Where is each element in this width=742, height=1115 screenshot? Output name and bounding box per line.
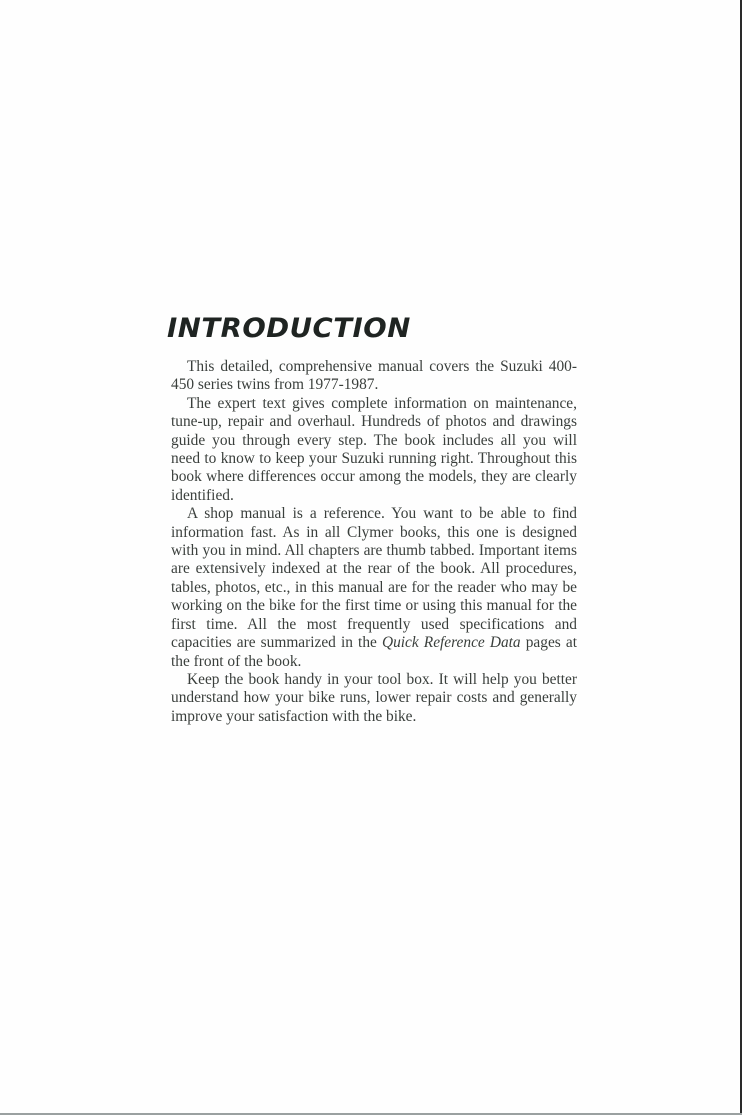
- paragraph-coverage: This detailed, comprehensive manual covers the Suzuki 400-450 series twins from 1977-1987.: [171, 358, 577, 394]
- paragraph-shop-manual-tail: pages at the front of the book.: [171, 634, 577, 670]
- paragraph-shop-manual-text: A shop manual is a reference. You want to be able to find information fast. As in all Clymer books, this one is designed with you in mind. All chapters are thumb tabbed. Important items are extensively indexed at the rear of the book. All procedures, tables, photos, etc., in this manual are for the reader who may be working on the bike for the first time or using this manual for the first time. All the most frequently used specifications and capacities are summarized in the: [171, 505, 577, 652]
- quick-reference-data-emphasis: Quick Reference Data: [381, 634, 521, 652]
- paragraph-expert-text: The expert text gives complete information on maintenance, tune-up, repair and overhaul. Hundreds of photos and drawings guide you through every step. The book includes all you will need to know to keep your Suzuki running right. Throughout this book where differences occur among the models, they are clearly identified.: [171, 394, 577, 504]
- paragraph-keep-handy: Keep the book handy in your tool box. It will help you better understand how your bike runs, lower repair costs and generally improve your satisfaction with the bike.: [171, 670, 577, 725]
- page-title: INTRODUCTION: [167, 313, 411, 344]
- introduction-body: [171, 358, 577, 726]
- paragraph-shop-manual: [171, 505, 577, 671]
